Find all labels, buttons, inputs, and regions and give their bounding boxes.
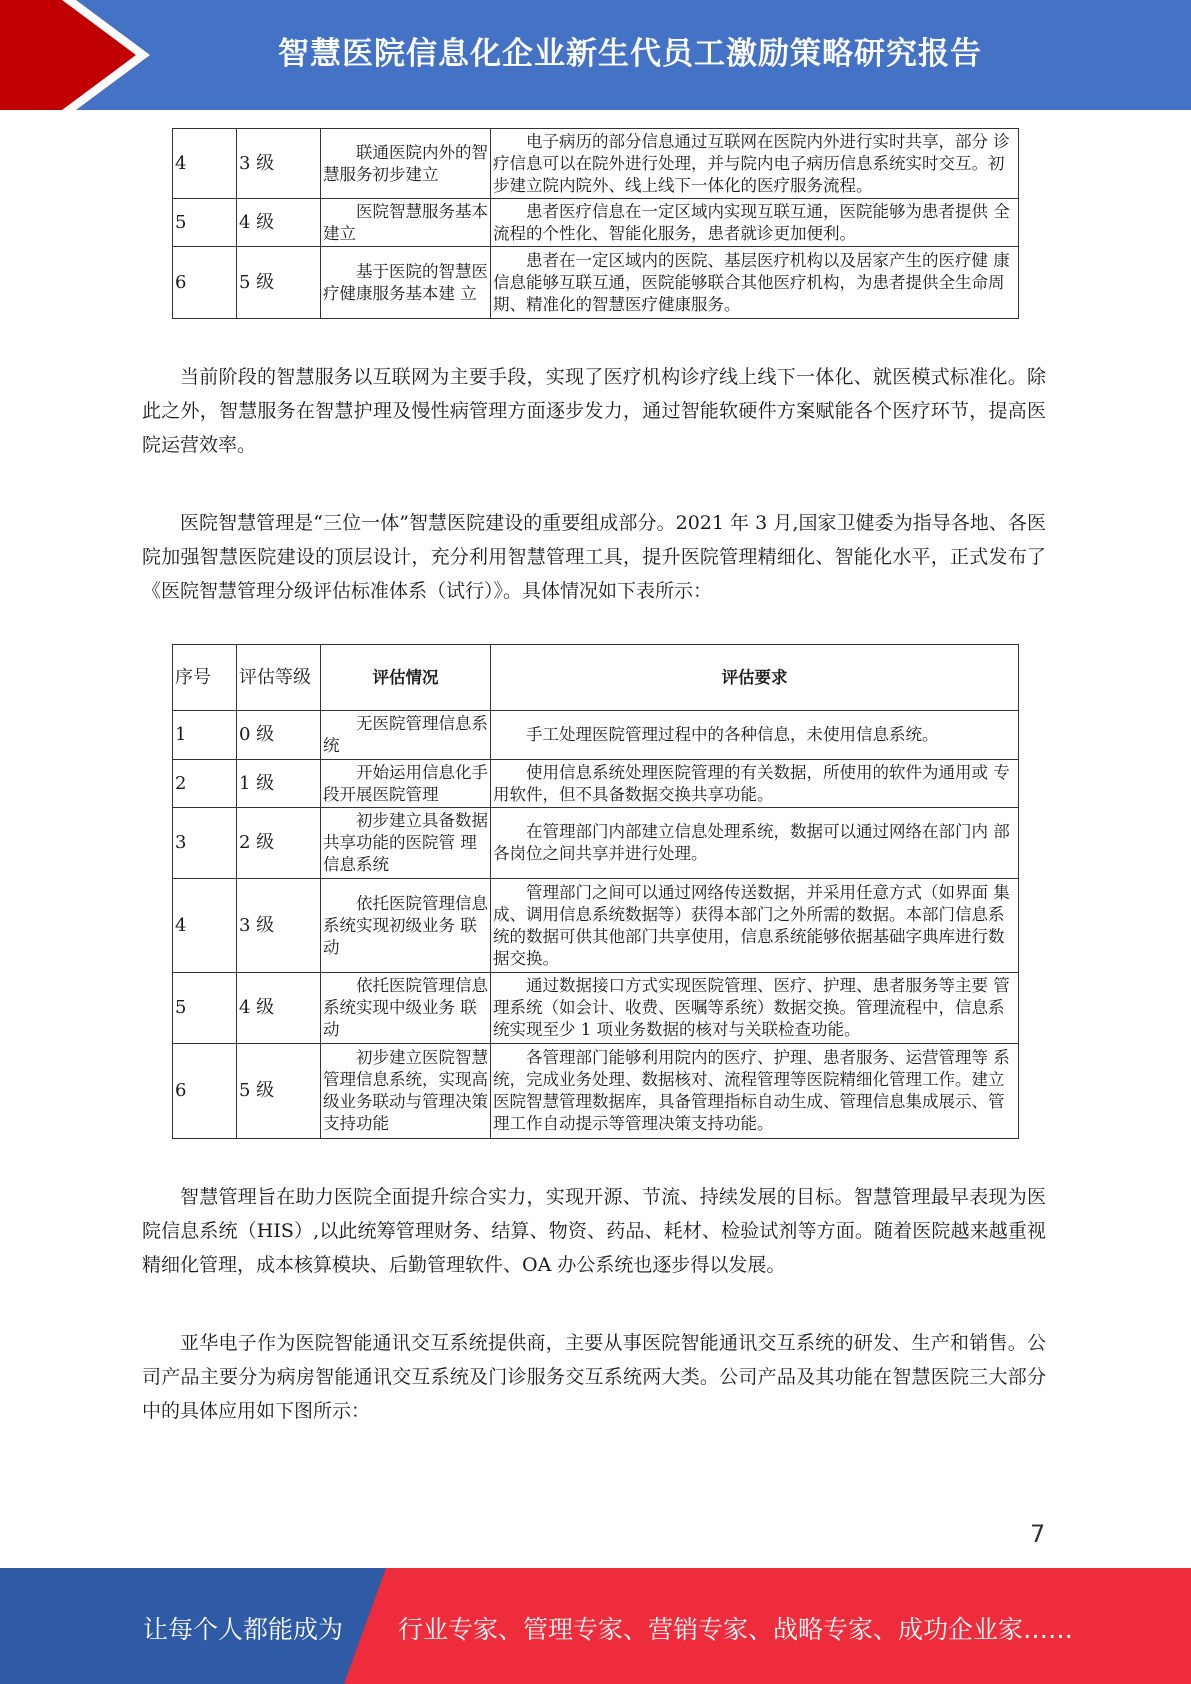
table-row (173, 129, 1019, 199)
paragraph-company-products: 亚华电子作为医院智能通讯交互系统提供商，主要从事医院智能通讯交互系统的研发、生产和销售。公司产品主要分为病房智能通讯交互系统及门诊服务交互系统两大类。公司产品及其功能在智慧医院三大部分中的具体应用如下图所示： (142, 1332, 1046, 1422)
table-row (173, 711, 1019, 760)
row-level: 0 级 (237, 711, 321, 760)
row-situation: 初步建立医院智慧 管理信息系统，实现高级业务联动与管理决策支持功能 (321, 1044, 491, 1139)
smart-management-table (172, 644, 1019, 1139)
header-requirement: 评估要求 (491, 645, 1019, 711)
row-level: 2 级 (237, 808, 321, 879)
table-row (173, 760, 1019, 808)
row-requirement: 在管理部门内部建立信息处理系统，数据可以通过网络在部门内 部各岗位之间共享并进行处理。 (491, 808, 1019, 879)
row-situation: 医院智慧服务基本 建立 (321, 199, 491, 247)
row-requirement: 手工处理医院管理过程中的各种信息，未使用信息系统。 (491, 711, 1019, 760)
row-requirement: 管理部门之间可以通过网络传送数据，并采用任意方式（如界面 集成、调用信息系统数据等）获得本部门之外所需的数据。本部门信息系统的数据可供其他部门共享使用，信息系统能够依据基础字典库进行数据交换。 (491, 879, 1019, 973)
row-level: 3 级 (237, 879, 321, 973)
table-header-row (173, 645, 1019, 711)
table-row (173, 199, 1019, 247)
row-number: 2 (173, 760, 237, 808)
row-number: 6 (173, 1044, 237, 1139)
row-level: 4 级 (237, 973, 321, 1044)
row-level: 5 级 (237, 247, 321, 319)
table-row (173, 808, 1019, 879)
row-number: 3 (173, 808, 237, 879)
row-level: 3 级 (237, 129, 321, 199)
row-requirement: 患者医疗信息在一定区域内实现互联互通，医院能够为患者提供 全流程的个性化、智能化服务，患者就诊更加便利。 (491, 199, 1019, 247)
row-requirement: 通过数据接口方式实现医院管理、医疗、护理、患者服务等主要 管理系统（如会计、收费、医嘱等系统）数据交换。管理流程中，信息系统实现至少 1 项业务数据的核对与关联检查功能。 (491, 973, 1019, 1044)
footer-slogan-right: 行业专家、管理专家、营销专家、战略专家、成功企业家…… (398, 1615, 1074, 1644)
row-number: 5 (173, 973, 237, 1044)
smart-service-table (172, 128, 1019, 319)
page-number: 7 (1030, 1520, 1046, 1548)
paragraph-smart-service: 当前阶段的智慧服务以互联网为主要手段，实现了医疗机构诊疗线上线下一体化、就医模式标准化。除此之外，智慧服务在智慧护理及慢性病管理方面逐步发力，通过智能软硬件方案赋能各个医疗环节，提高医院运营效率。 (142, 366, 1046, 456)
row-requirement: 患者在一定区域内的医院、基层医疗机构以及居家产生的医疗健 康信息能够互联互通，医院能够联合其他医疗机构，为患者提供全生命周期、精准化的智慧医疗健康服务。 (491, 247, 1019, 319)
report-title: 智慧医院信息化企业新生代员工激励策略研究报告 (278, 36, 982, 72)
paragraph-smart-management: 医院智慧管理是“三位一体”智慧医院建设的重要组成部分。2021 年 3 月,国家卫健委为指导各地、各医院加强智慧医院建设的顶层设计，充分利用智慧管理工具，提升医院管理精细化、智能化水平，正式发布了《医院智慧管理分级评估标准体系（试行）》。具体情况如下表所示： (142, 512, 1046, 602)
row-situation: 无医院管理信息系 统 (321, 711, 491, 760)
header-number: 序号 (173, 645, 237, 711)
table-row (173, 973, 1019, 1044)
row-situation: 依托医院管理信息 系统实现初级业务 联动 (321, 879, 491, 973)
row-number: 1 (173, 711, 237, 760)
row-situation: 联通医院内外的智 慧服务初步建立 (321, 129, 491, 199)
header-level: 评估等级 (237, 645, 321, 711)
row-level: 5 级 (237, 1044, 321, 1139)
row-requirement: 各管理部门能够利用院内的医疗、护理、患者服务、运营管理等 系统，完成业务处理、数据核对、流程管理等医院精细化管理工作。建立医院智慧管理数据库，具备管理指标自动生成、管理信息集成展示、管理工作自动提示等管理决策支持功能。 (491, 1044, 1019, 1139)
page-footer (0, 1568, 1191, 1684)
table-row (173, 247, 1019, 319)
header-situation: 评估情况 (321, 645, 491, 711)
paragraph-management-history: 智慧管理旨在助力医院全面提升综合实力，实现开源、节流、持续发展的目标。智慧管理最早表现为医院信息系统（HIS）,以此统筹管理财务、结算、物资、药品、耗材、检验试剂等方面。随着医院越来越重视精细化管理，成本核算模块、后勤管理软件、OA 办公系统也逐步得以发展。 (142, 1186, 1046, 1276)
footer-slogan-left: 让每个人都能成为 (143, 1615, 344, 1644)
row-situation: 依托医院管理信息 系统实现中级业务 联动 (321, 973, 491, 1044)
table-row (173, 1044, 1019, 1139)
row-situation: 基于医院的智慧医 疗健康服务基本建 立 (321, 247, 491, 319)
row-number: 4 (173, 129, 237, 199)
row-number: 4 (173, 879, 237, 973)
row-requirement: 使用信息系统处理医院管理的有关数据，所使用的软件为通用或 专用软件，但不具备数据交换共享功能。 (491, 760, 1019, 808)
row-level: 4 级 (237, 199, 321, 247)
row-situation: 开始运用信息化手 段开展医院管理 (321, 760, 491, 808)
row-situation: 初步建立具备数据 共享功能的医院管 理信息系统 (321, 808, 491, 879)
table-row (173, 879, 1019, 973)
row-requirement: 电子病历的部分信息通过互联网在医院内外进行实时共享，部分 诊疗信息可以在院外进行处理，并与院内电子病历信息系统实时交互。初步建立院内院外、线上线下一体化的医疗服务流程。 (491, 129, 1019, 199)
page-header (0, 0, 1191, 110)
row-level: 1 级 (237, 760, 321, 808)
header-red-chevron (0, 0, 150, 110)
row-number: 5 (173, 199, 237, 247)
row-number: 6 (173, 247, 237, 319)
